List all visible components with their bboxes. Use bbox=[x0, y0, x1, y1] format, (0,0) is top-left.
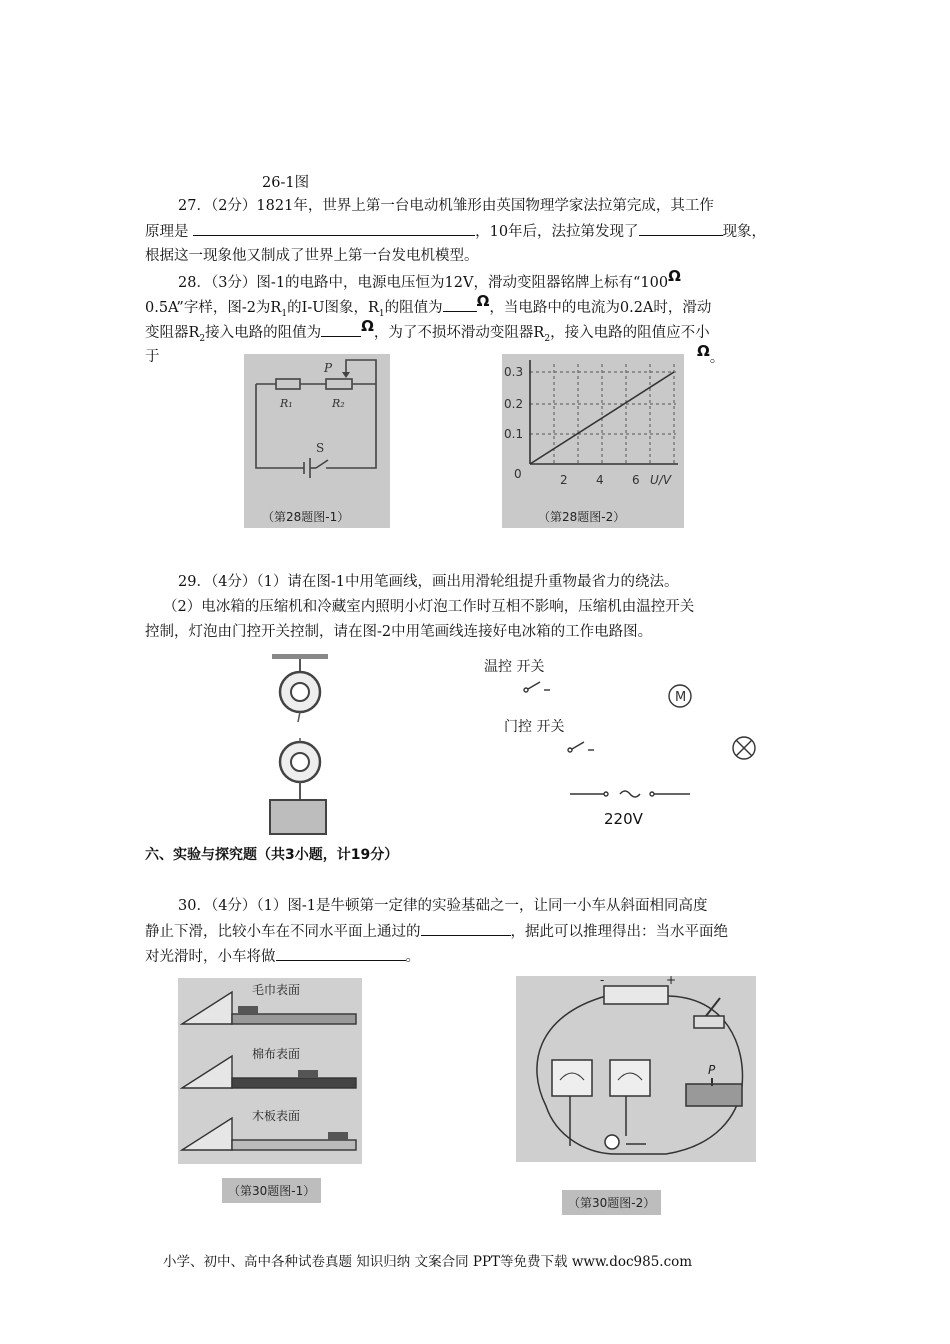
plus-label: + bbox=[666, 976, 677, 987]
voltage-label: 220V bbox=[604, 810, 643, 828]
q28-text: 接入电路的阻值为 bbox=[205, 325, 322, 341]
q27-text: 原理是 bbox=[145, 224, 189, 240]
q28-text: 0.5A”字样，图-2为R bbox=[145, 300, 282, 316]
x-axis-unit: U/V bbox=[650, 473, 672, 487]
temp-switch-label: 温控 开关 bbox=[484, 659, 545, 675]
q28-line1 bbox=[178, 267, 681, 293]
q29-line2: （2）电冰箱的压缩机和冷藏室内照明小灯泡工作时互相不影响，压缩机由温控开关 bbox=[163, 599, 695, 615]
fig28-1-circuit bbox=[244, 354, 390, 528]
knife-switch[interactable] bbox=[694, 1016, 724, 1028]
fig29-2-fridge-circuit bbox=[480, 652, 790, 832]
q28-text: ，接入电路的阻值应不小 bbox=[550, 325, 710, 341]
door-switch-label: 门控 开关 bbox=[504, 719, 565, 735]
fig28-1-caption: （第28题图-1） bbox=[262, 510, 350, 524]
q27-text: ，10年后，法拉第发现了 bbox=[475, 224, 639, 240]
section-6-heading: 六、实验与探究题（共3小题，计19分） bbox=[145, 847, 399, 863]
q28-blank-r2[interactable] bbox=[321, 322, 361, 337]
fig28-2-graph bbox=[502, 354, 684, 528]
door-switch[interactable] bbox=[572, 742, 584, 749]
pulley-diagram bbox=[262, 652, 338, 836]
q28-line4a: 于 bbox=[145, 349, 160, 365]
q30-text: 静止下滑，比较小车在不同水平面上通过的 bbox=[145, 924, 421, 940]
y-tick: 0.3 bbox=[504, 365, 524, 379]
q29-line3: 控制，灯泡由门控开关控制，请在图-2中用笔画线连接好电冰箱的工作电路图。 bbox=[145, 624, 653, 640]
fig30-1-caption: （第30题图-1） bbox=[222, 1178, 321, 1203]
surface-wood: 木板表面 bbox=[252, 1109, 301, 1123]
fig28-2-caption: （第28题图-2） bbox=[538, 510, 626, 524]
subscript: 2 bbox=[199, 333, 206, 344]
temp-switch[interactable] bbox=[528, 682, 540, 689]
q27-blank-principle[interactable] bbox=[193, 221, 475, 236]
q28-line2 bbox=[145, 292, 712, 324]
surface-cotton: 棉布表面 bbox=[252, 1047, 301, 1061]
x-tick: 2 bbox=[560, 473, 568, 487]
q27-line2 bbox=[145, 221, 766, 242]
voltmeter bbox=[610, 1060, 650, 1096]
fig30-2-caption: （第30题图-2） bbox=[562, 1190, 661, 1215]
subscript: 2 bbox=[544, 333, 551, 344]
y-tick: 0.2 bbox=[504, 397, 524, 411]
label-r1: R₁ bbox=[280, 397, 293, 410]
experiment-diagram bbox=[516, 976, 756, 1162]
q30-line1: 30．（4分）（1）图-1是牛顿第一定律的实验基础之一，让同一小车从斜面相同高度 bbox=[178, 898, 708, 914]
circuit-diagram bbox=[244, 354, 390, 528]
omega-symbol: Ω bbox=[361, 317, 374, 335]
label-r2: R₂ bbox=[332, 397, 345, 410]
omega-symbol: Ω bbox=[668, 267, 681, 285]
subscript: 1 bbox=[281, 308, 288, 319]
q30-line2 bbox=[145, 921, 728, 942]
q30-text: ，据此可以推理得出：当水平面绝 bbox=[510, 924, 728, 940]
q28-text: 28．（3分）图-1的电路中，电源电压恒为12V，滑动变阻器铭牌上标有“100 bbox=[178, 275, 669, 291]
q30-blank-motion[interactable] bbox=[276, 946, 406, 961]
minus-label: - bbox=[600, 976, 605, 987]
y-tick: 0.1 bbox=[504, 427, 524, 441]
x-tick: 6 bbox=[632, 473, 640, 487]
fig29-1-pulleys bbox=[262, 652, 338, 836]
q27-blank-phenomenon[interactable] bbox=[639, 221, 723, 236]
label-s: S bbox=[316, 441, 325, 455]
q28-text: ，为了不损坏滑动变阻器R bbox=[373, 325, 545, 341]
bulb-icon bbox=[605, 1135, 619, 1149]
q30-text: 。 bbox=[405, 949, 420, 965]
label-p: P bbox=[324, 361, 333, 375]
battery-box bbox=[604, 986, 668, 1004]
footer-text: 小学、初中、高中各种试卷真题 知识归纳 文案合同 PPT等免费下载 www.doc985.com bbox=[163, 1254, 693, 1270]
fig26-caption: 26-1图 bbox=[262, 175, 310, 191]
q27-text: 现象， bbox=[722, 224, 767, 240]
omega-symbol: Ω bbox=[697, 342, 710, 360]
origin-label: 0 bbox=[514, 467, 522, 481]
q28-text: 变阻器R bbox=[145, 325, 200, 341]
q28-line3 bbox=[145, 317, 710, 349]
q28-text: ，当电路中的电流为0.2A时，滑动 bbox=[489, 300, 712, 316]
label-p: P bbox=[708, 1063, 716, 1077]
surface-towel: 毛巾表面 bbox=[252, 983, 301, 997]
q30-line3 bbox=[145, 946, 420, 967]
q28-text: 的阻值为 bbox=[384, 300, 443, 316]
q28-text: 的I-U图象，R bbox=[287, 300, 379, 316]
q28-text: 。 bbox=[709, 350, 725, 366]
x-tick: 4 bbox=[596, 473, 604, 487]
q28-line4b bbox=[697, 342, 725, 368]
q27-line3: 根据这一现象他又制成了世界上第一台发电机模型。 bbox=[145, 248, 479, 264]
fig30-2-circuit bbox=[516, 976, 756, 1162]
rheostat[interactable] bbox=[686, 1084, 742, 1106]
motor-label: M bbox=[675, 690, 687, 705]
iu-graph bbox=[502, 354, 684, 528]
q30-blank-distance[interactable] bbox=[421, 921, 511, 936]
q27-line1: 27．（2分）1821年，世界上第一台电动机雏形由英国物理学家法拉第完成，其工作 bbox=[178, 198, 714, 214]
omega-symbol: Ω bbox=[476, 292, 490, 310]
fig30-1-inclines bbox=[178, 978, 362, 1164]
q28-blank-r1[interactable] bbox=[443, 297, 477, 312]
incline-diagram bbox=[178, 978, 362, 1164]
ammeter bbox=[552, 1060, 592, 1096]
subscript: 1 bbox=[378, 308, 385, 319]
q29-line1: 29．（4分）（1）请在图-1中用笔画线，画出用滑轮组提升重物最省力的绕法。 bbox=[178, 574, 679, 590]
q30-text: 对光滑时，小车将做 bbox=[145, 949, 276, 965]
